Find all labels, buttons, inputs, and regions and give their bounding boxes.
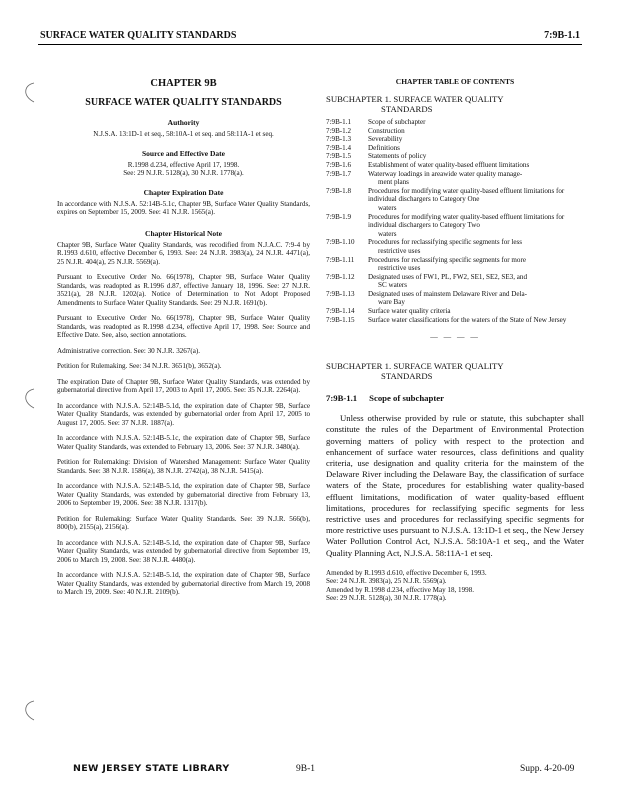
source-heading: Source and Effective Date (142, 148, 225, 158)
toc-subchapter-line2: STANDARDS (381, 104, 433, 114)
toc-entry (326, 213, 584, 239)
history-line: See: 24 N.J.R. 3983(a), 25 N.J.R. 5569(a). (326, 577, 447, 586)
toc-subchapter-line1: SUBCHAPTER 1. SURFACE WATER QUALITY (326, 94, 504, 104)
header-section: 7:9B-1.1 (544, 30, 580, 41)
toc-entry-number: 7:9B-1.3 (326, 135, 352, 144)
authority-heading: Authority (167, 118, 200, 127)
toc-entry-title-text: Statements of policy (368, 152, 427, 161)
toc-entry-title (368, 144, 584, 153)
toc-entry (326, 135, 584, 144)
toc-entry-number: 7:9B-1.4 (326, 143, 352, 152)
toc-entry-number: 7:9B-1.10 (326, 238, 355, 247)
toc-entry (326, 187, 584, 213)
toc-entry-title-continuation: restrictive uses (378, 264, 421, 273)
section-heading (326, 393, 584, 403)
toc-subchapter-heading (326, 94, 584, 114)
history-paragraph: In accordance with N.J.S.A. 52:14B-5.1d, the expiration date of Chapter 9B, Surface Water Quality Standards, was extended by gubernatorial directive from September 19, 2006 to March 19, 2008. See: 38 N.J.R. 4480(a). (57, 538, 310, 564)
toc-entry-title-text: Construction (368, 126, 405, 135)
authority-text: N.J.S.A. 13:1D-1 et seq., 58:10A-1 et seq. and 58:11A-1 et seq. (93, 130, 274, 138)
toc-entry-title (368, 290, 584, 307)
toc-entry-number: 7:9B-1.11 (326, 255, 355, 264)
toc-entry-title (368, 187, 584, 213)
binder-hole-mark (20, 700, 36, 722)
binder-hole-mark (20, 82, 36, 104)
toc-entry-title-continuation: ment plans (378, 178, 409, 187)
toc-entry-number: 7:9B-1.2 (326, 126, 352, 135)
header-title: SURFACE WATER QUALITY STANDARDS (40, 30, 237, 41)
toc-entry-title-text: Procedures for reclassifying specific segments for less (368, 238, 523, 247)
history-paragraph: Petition for Rulemaking: Surface Water Quality Standards. See: 39 N.J.R. 566(b), 800(b), 2155(a), 2156(a). (57, 514, 310, 531)
library-stamp: NEW JERSEY STATE LIBRARY (73, 764, 230, 774)
toc-entry (326, 144, 584, 153)
history-paragraph: Administrative correction. See: 30 N.J.R. 3267(a). (57, 346, 201, 355)
toc-entry (326, 273, 584, 290)
section-body: Unless otherwise provided by rule or statute, this subchapter shall constitute the rules of the Department of Environmental Protection governing matters of policy with respect to the protection and enhancement of surface water resources, class definitions and quality criteria, use designation and quality criteria for the mainstem of the Delaware River including the Delaware Bay, the classification of surface waters of the State, procedures for establishing water quality-based effluent limitations, modification of water quality-based effluent limitations, procedures for reclassifying specific segments for less restrictive uses and procedures for reclassifying specific segments for more restrictive uses pursuant to N.J.S.A. 13:1D-1 et seq., the New Jersey Water Pollution Control Act, N.J.S.A. 58:10A-1 et seq., and the Water Quality Planning Act, N.J.S.A. 58:11A-1 et seq. (326, 413, 584, 558)
toc-entry-title (368, 273, 584, 290)
section-history (326, 569, 584, 603)
history-paragraph: In accordance with N.J.S.A. 52:14B-5.1d, the expiration date of Chapter 9B, Surface Water Quality Standards, was extended by gubernatorial directive from March 19, 2008 to March 19, 2009. See: 40 N.J.R. 2109(b). (57, 571, 310, 596)
toc-entry (326, 316, 584, 325)
toc-title: CHAPTER TABLE OF CONTENTS (395, 77, 515, 86)
toc-entry-number: 7:9B-1.12 (326, 272, 355, 281)
toc-entry-number: 7:9B-1.8 (326, 186, 352, 195)
toc-entry-number: 7:9B-1.9 (326, 212, 352, 221)
toc-entry-title (368, 238, 584, 255)
toc-entry-title-continuation: restrictive uses (378, 246, 421, 255)
toc-entry-number: 7:9B-1.7 (326, 169, 352, 178)
history-paragraph: The expiration Date of Chapter 9B, Surface Water Quality Standards, was extended by gubernatorial directive from April 17, 2003 to April 17, 2005. See: 35 N.J.R. 2264(a). (57, 377, 310, 394)
history-paragraph: Petition for Rulemaking: Division of Watershed Management: Surface Water Quality Standards. See: 38 N.J.R. 1586(a), 38 N.J.R. 2742(a), 38 N.J.R. 5415(a). (57, 458, 310, 475)
toc-entry-title-text: Waterway loadings in areawide water quality manage- (368, 169, 523, 178)
toc-entry-title-continuation: SC waters (378, 281, 407, 290)
toc-entry (326, 290, 584, 307)
toc-entry-title (368, 256, 584, 273)
toc-entry-title-text: Severability (368, 135, 403, 144)
toc-entry-title-text: Designated uses of mainstem Delaware River and Dela- (368, 289, 527, 298)
history-paragraph: In accordance with N.J.S.A. 52:14B-5.1c, the expiration date of Chapter 9B, Surface Water Quality Standards, was extended to February 13, 2006. See: 37 N.J.R. 3480(a). (57, 434, 310, 451)
toc-entry-number: 7:9B-1.6 (326, 160, 352, 169)
toc-entry (326, 127, 584, 136)
toc-entry-title (368, 307, 584, 316)
history-line: Amended by R.1993 d.610, effective December 6, 1993. (326, 568, 487, 577)
section-number: 7:9B-1.1 (326, 393, 358, 404)
source-line: R.1998 d.234, effective April 17, 1998. (127, 160, 240, 169)
history-paragraph: In accordance with N.J.S.A. 52:14B-5.1d, the expiration date of Chapter 9B, Surface Water Quality Standards, was extended by gubernatorial directive from February 13, 2006 to September 19, 2006. See: 38 N.J.R. 1317(b). (57, 482, 310, 507)
toc-entry (326, 307, 584, 316)
toc-entry-title-continuation: waters (378, 229, 397, 238)
toc-entry-title-text: Scope of subchapter (368, 118, 426, 126)
toc-entry (326, 118, 584, 127)
toc-entry-title-text: Surface water quality criteria (368, 307, 451, 316)
toc-entry-title-text: Procedures for reclassifying specific segments for more (368, 255, 526, 264)
history-line: See: 29 N.J.R. 5128(a), 30 N.J.R. 1778(a). (326, 594, 447, 603)
history-paragraph: In accordance with N.J.S.A. 52:14B-5.1d, the expiration date of Chapter 9B, Surface Water Quality Standards, was extended by gubernatorial order from April 17, 2005 to August 17, 2005. See: 37 N.J.R. 1887(a). (57, 401, 310, 427)
toc-entry (326, 161, 584, 170)
toc-entry-title (368, 135, 584, 144)
toc-entry-title-text: Designated uses of FW1, PL, FW2, SE1, SE2, SE3, and (368, 272, 528, 281)
toc-entry-title (368, 316, 584, 325)
toc-entry-title-continuation: waters (378, 203, 397, 212)
toc-entry-title-text: Procedures for modifying water quality-based effluent limitations for individual dischargers to Category Two (368, 212, 565, 230)
history-paragraph: Chapter 9B, Surface Water Quality Standards, was recodified from N.J.A.C. 7:9-4 by R.1993 d.610, effective December 6, 1993. See: 24 N.J.R. 3983(a), 24 N.J.R. 4471(a), 25 N.J.R. 404(a), 25 N.J.R. 5569(a). (57, 240, 310, 266)
running-header (40, 30, 580, 41)
history-paragraph: Pursuant to Executive Order No. 66(1978), Chapter 9B, Surface Water Quality Standards, was readopted as R.1998 d.234, effective April 17, 1998. See: Source and Effective Date. See, also, section annotations. (57, 314, 310, 339)
toc-entry-number: 7:9B-1.15 (326, 315, 355, 324)
source-line: See: 29 N.J.R. 5128(a), 30 N.J.R. 1778(a). (123, 169, 244, 177)
left-column (57, 64, 310, 597)
toc-entry (326, 238, 584, 255)
history-paragraph: Pursuant to Executive Order No. 66(1978), Chapter 9B, Surface Water Quality Standards, was readopted as R.1996 d.87, effective January 18, 1996. See: 27 N.J.R. 3521(a), 28 N.J.R. 1202(a). Notice of Determination to Not Adopt Proposed Amendments to Surface Water Quality Standards. See: 29 N.J.R. 1691(b). (57, 273, 310, 307)
subchapter-line1: SUBCHAPTER 1. SURFACE WATER QUALITY (326, 361, 504, 372)
chapter-number: CHAPTER 9B (150, 78, 217, 89)
page-number: 9B-1 (296, 764, 315, 774)
toc-entry-number: 7:9B-1.14 (326, 307, 355, 316)
toc-entry-title-continuation: ware Bay (378, 298, 405, 307)
right-column (326, 64, 584, 603)
expiration-heading: Chapter Expiration Date (143, 187, 224, 197)
expiration-text: In accordance with N.J.S.A. 52:14B-5.1c, Chapter 9B, Surface Water Quality Standards, expires on September 15, 2009. See: 41 N.J.R. 1565(a). (57, 199, 310, 216)
toc-entry-number: 7:9B-1.13 (326, 289, 355, 298)
supplement-date: Supp. 4-20-09 (520, 764, 575, 774)
toc-entry-title (368, 127, 584, 136)
toc-entry-title (368, 170, 584, 187)
chapter-title: SURFACE WATER QUALITY STANDARDS (85, 97, 282, 108)
toc-entry-title (368, 213, 584, 239)
toc-entry-title-text: Procedures for modifying water quality-based effluent limitations for individual dischargers to Category One (368, 186, 565, 204)
toc-entry-number: 7:9B-1.1 (326, 118, 352, 126)
history-paragraph: Petition for Rulemaking. See: 34 N.J.R. 3651(b), 3652(a). (57, 362, 222, 370)
toc-entry-title (368, 152, 584, 161)
toc-entry-title-text: Surface water classifications for the waters of the State of New Jersey (368, 315, 567, 324)
subchapter-line2: STANDARDS (381, 371, 433, 382)
toc-entry-title-text: Definitions (368, 143, 400, 152)
toc-entry-title (368, 118, 584, 127)
toc-entry (326, 256, 584, 273)
toc-entry-title-text: Establishment of water quality-based effluent limitations (368, 160, 530, 169)
toc-entry (326, 152, 584, 161)
toc-entry-title (368, 161, 584, 170)
toc-entry (326, 170, 584, 187)
history-heading: Chapter Historical Note (145, 228, 222, 238)
header-rule (38, 44, 582, 45)
binder-hole-mark (20, 388, 36, 410)
history-line: Amended by R.1998 d.234, effective May 18, 1998. (326, 585, 475, 594)
subchapter-heading (326, 361, 584, 381)
toc-list (326, 118, 584, 324)
section-title: Scope of subchapter (369, 393, 444, 404)
toc-entry-number: 7:9B-1.5 (326, 152, 352, 161)
section-separator: — — — — (430, 332, 480, 342)
